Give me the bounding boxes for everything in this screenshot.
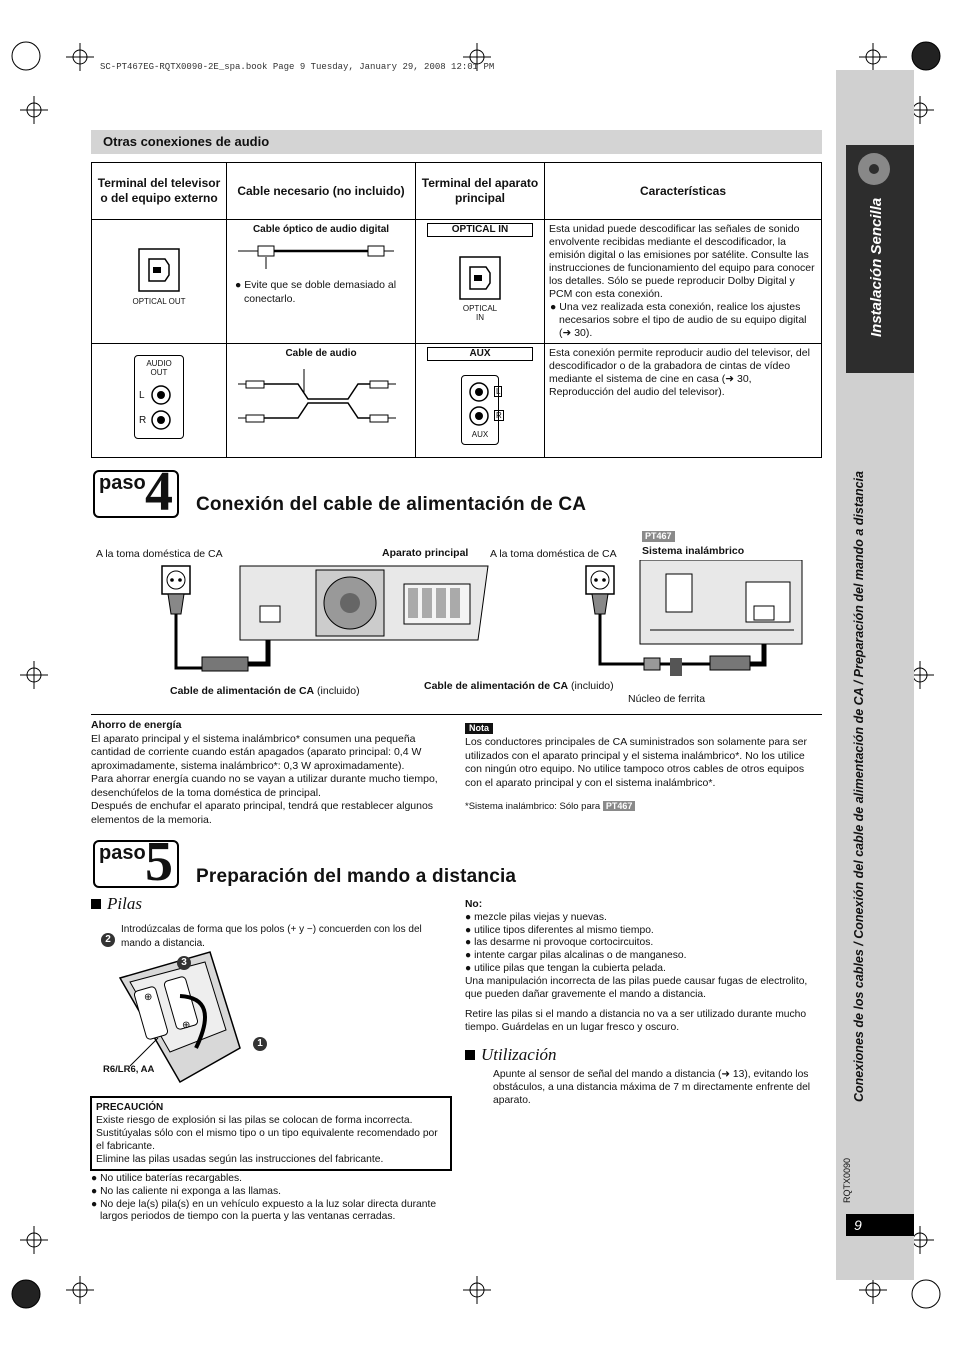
aux-features-cell <box>545 344 822 458</box>
list-item: ● utilice pilas que tengan la cubierta pelada. <box>465 962 666 974</box>
caution-text-3: Elimine las pilas usadas según las instrucciones del fabricante. <box>96 1154 384 1165</box>
audio-out-label: AUDIO <box>146 359 172 368</box>
paso5-badge <box>93 831 179 893</box>
wall-outlet-icon <box>162 566 190 614</box>
optical-cable-icon <box>228 241 404 271</box>
rca-jacks-icon <box>135 380 183 436</box>
aux-r-label: R <box>496 411 502 420</box>
paso5-word: paso <box>99 842 146 864</box>
paso4-badge <box>93 461 179 523</box>
aux-features-text: Esta conexión permite reproducir audio del televisor, del descodificador o de la grabadora de cintas de vídeo mediante el sistema de cine en casa (➜ 30, Reproducción del audio del televisor). <box>549 347 810 398</box>
page-number: 9 <box>846 1214 914 1236</box>
list-item: ● No utilice baterías recargables. <box>91 1173 243 1184</box>
nota-badge: Nota <box>465 723 493 734</box>
no-list-warning: Una manipulación incorrecta de las pilas puede causar fugas de electrolito, que pueden dañar gravemente el mando a distancia. <box>465 975 808 1000</box>
caution-text-1: Existe riesgo de explosión si las pilas se colocan de forma incorrecta. <box>96 1115 413 1126</box>
section-title: Otras conexiones de audio <box>103 134 270 149</box>
optical-in-cell <box>416 220 545 344</box>
no-list <box>465 899 821 1035</box>
wireless-system-label: Sistema inalámbrico <box>642 545 745 557</box>
pilas-intro: Introdúzcalas de forma que los polos (+ y −) concuerden con los del mando a distancia. <box>121 924 422 949</box>
cable-label-right: Cable de alimentación de CA (incluido) <box>424 680 614 692</box>
optical-features-cell <box>545 220 822 344</box>
no-list-remove: Retire las pilas si el mando a distancia no va a ser utilizado durante mucho tiempo. Guárdelas en un lugar fresco y oscuro. <box>465 1009 807 1034</box>
table-row <box>92 220 822 344</box>
audio-out-cell <box>92 344 227 458</box>
optical-terminal-icon <box>137 247 181 293</box>
table-row <box>92 344 822 458</box>
audio-cable-title: Cable de audio <box>285 348 357 359</box>
square-bullet-icon <box>465 1050 475 1060</box>
step-2-marker: 2 <box>101 929 115 947</box>
aux-caption: AUX <box>471 430 489 439</box>
disc-icon <box>854 149 894 189</box>
right-channel-label: R <box>139 415 147 426</box>
energy-saving-text-1: El aparato principal y el sistema inalámbrico* consumen una pequeña cantidad de corriente cuando están apagados (aparato principal: 0,4 W aproximadamente, sistema inalámbrico*: 0,3 W aproximadamente). <box>91 732 422 772</box>
list-item: ● las desarme ni provoque cortocircuitos. <box>465 937 654 949</box>
optical-cable-note: ● Evite que se doble demasiado al conectarlo. <box>235 279 397 305</box>
power-connection-diagram <box>150 560 810 680</box>
main-unit-label: Aparato principal <box>382 547 469 559</box>
battery-type-label: R6/LR6, AA <box>103 1064 155 1075</box>
list-item: ● utilice tipos diferentes al mismo tiempo. <box>465 924 654 936</box>
aux-panel <box>461 375 502 445</box>
connections-table <box>91 162 822 458</box>
optical-in-caption: OPTICAL <box>462 304 498 313</box>
energy-saving-text-3: Después de enchufar el aparato principal, tendrá que restablecer algunos elementos de la memoria. <box>91 800 434 826</box>
no-list-title: No: <box>465 899 483 910</box>
paso5-title: Preparación del mando a distancia <box>196 866 517 887</box>
step-3-marker: 3 <box>177 952 191 970</box>
paso4-word: paso <box>99 472 146 494</box>
battery-notes <box>91 1173 443 1224</box>
outlet-label-right: A la toma doméstica de CA <box>490 548 617 560</box>
nota-footnote: *Sistema inalámbrico: Sólo para PT467 <box>465 800 635 814</box>
ferrite-core-label: Núcleo de ferrita <box>628 693 706 705</box>
list-item: ● mezcle pilas viejas y nuevas. <box>465 911 607 923</box>
caution-text-2: Sustitúyalas sólo con el mismo tipo o un tipo equivalente recomendado por el fabricante. <box>96 1128 438 1152</box>
aux-l-label: L <box>496 387 501 396</box>
audio-out-panel <box>134 355 184 439</box>
optical-features-bullet: ● Una vez realizada esta conexión, realice los ajustes necesarios sobre el tipo de audio de su equipo digital (➜ 30). <box>550 301 807 339</box>
aux-jacks-icon <box>462 378 498 430</box>
sidebar-tab-label: Instalación Sencilla <box>868 197 885 337</box>
list-item: ● intente cargar pilas alcalinas o de manganeso. <box>465 950 687 962</box>
optical-out-label: OPTICAL OUT <box>132 297 186 306</box>
aux-label: AUX <box>427 347 533 361</box>
col-header: Cable necesario (no incluido) <box>227 163 416 220</box>
col-header: Terminal del aparato principal <box>416 163 545 220</box>
paso5-number: 5 <box>145 831 173 893</box>
paso4-number: 4 <box>145 461 173 523</box>
list-item: ● No las caliente ni exponga a las llamas. <box>91 1185 281 1197</box>
paso4-title: Conexión del cable de alimentación de CA <box>196 494 587 515</box>
optical-in-terminal-icon <box>458 255 502 301</box>
col-header: Características <box>545 163 822 220</box>
outlet-label-left: A la toma doméstica de CA <box>96 548 223 560</box>
aux-cell <box>416 344 545 458</box>
sidebar-tab <box>846 145 914 373</box>
audio-cable-icon <box>228 363 404 433</box>
square-bullet-icon <box>91 899 101 909</box>
table-header-row <box>92 163 822 220</box>
energy-saving-title: Ahorro de energía <box>91 719 182 731</box>
sidebar-chapter: Conexiones de los cables / Conexión del cable de alimentación de CA / Preparación del mando a distancia <box>852 471 866 1102</box>
utilizacion-heading: Utilización <box>465 1045 557 1065</box>
step-1-marker: 1 <box>253 1033 267 1051</box>
utilizacion-text: Apunte al sensor de señal del mando a distancia (➜ 13), evitando los obstáculos, a una distancia máxima de 7 m directamente enfrente del aparato. <box>493 1069 811 1106</box>
book-header: SC-PT467EG-RQTX0090-2E_spa.book Page 9 Tuesday, January 29, 2008 12:01 PM <box>100 62 495 72</box>
audio-out-label-2: OUT <box>150 368 168 377</box>
audio-cable-cell <box>227 344 416 458</box>
list-item: ● No deje la(s) pila(s) en un vehículo expuesto a la luz solar directa durante largos periodos de tiempo con la puerta y las ventanas cerradas. <box>91 1198 437 1223</box>
col-header: Terminal del televisor o del equipo externo <box>92 163 227 220</box>
svg-text:⊕: ⊕ <box>182 1020 191 1031</box>
svg-text:⊕: ⊕ <box>144 992 153 1003</box>
left-channel-label: L <box>139 390 145 401</box>
wireless-system-back <box>640 560 802 644</box>
section-header <box>91 130 822 154</box>
pilas-heading: Pilas <box>91 894 142 914</box>
optical-in-label: OPTICAL IN <box>427 223 533 237</box>
nota-text: Los conductores principales de CA suministrados son solamente para ser utilizados con el aparato principal y el sistema inalámbrico*. No los utilice con ningún otro equipo. No utilice tampoco otros cables de otros equipos con el aparato principal y con el sistema inalámbrico*. <box>465 736 808 789</box>
optical-in-caption-2: IN <box>476 313 484 322</box>
optical-features-text: Esta unidad puede descodificar las señales de sonido envolvente recibidas mediante el descodificador, la emisión digital o las emisiones por satélite. Consulte las instrucciones de funcionamiento del equipo para conocer los detalles. Sólo se puede reproducir Dolby Digital y PCM con esta conexión. <box>549 223 815 300</box>
optical-out-cell <box>92 220 227 344</box>
optical-cable-title: Cable óptico de audio digital <box>252 224 390 235</box>
caution-box <box>90 1096 452 1171</box>
wall-outlet-icon-right <box>586 566 614 614</box>
energy-saving-text-2: Para ahorrar energía cuando no se vayan a utilizar durante mucho tiempo, desenchúfelos de la toma doméstica de principal. <box>91 773 438 799</box>
divider-line <box>91 714 822 715</box>
main-unit-back <box>240 566 488 640</box>
optical-cable-cell <box>227 220 416 344</box>
energy-saving-block <box>91 719 451 827</box>
cable-label-left: Cable de alimentación de CA (incluido) <box>170 685 360 697</box>
sidebar-code: RQTX0090 <box>842 1157 852 1203</box>
caution-title: PRECAUCIÓN <box>96 1102 164 1113</box>
pt467-badge: PT467 <box>642 531 675 542</box>
